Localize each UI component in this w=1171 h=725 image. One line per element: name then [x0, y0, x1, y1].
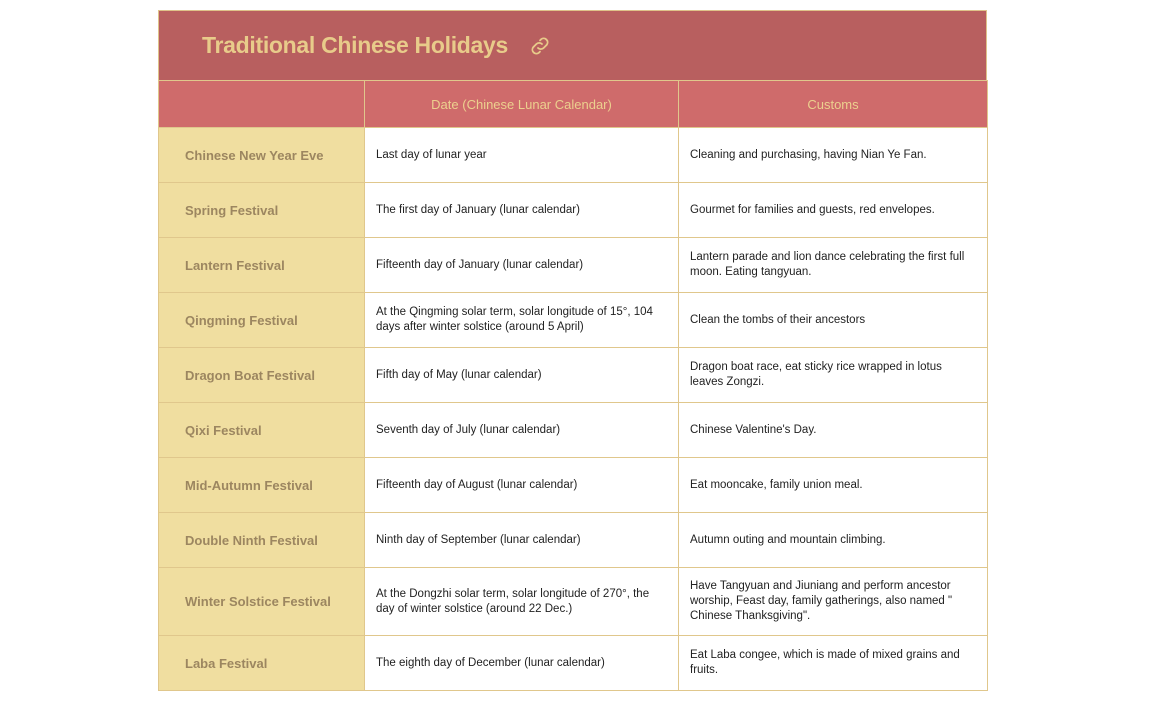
holiday-customs: Chinese Valentine's Day. — [679, 403, 988, 458]
table-row — [159, 403, 988, 458]
table-row — [159, 128, 988, 183]
header-row — [159, 81, 988, 128]
header-customs: Customs — [679, 81, 988, 128]
holiday-name: Mid-Autumn Festival — [159, 458, 365, 513]
holiday-customs: Have Tangyuan and Jiuniang and perform ancestor worship, Feast day, family gatherings, also named " Chinese Thanksgiving". — [679, 568, 988, 636]
holiday-customs: Dragon boat race, eat sticky rice wrapped in lotus leaves Zongzi. — [679, 348, 988, 403]
holiday-date: The eighth day of December (lunar calendar) — [365, 636, 679, 691]
table-title-bar — [158, 10, 987, 80]
table-title: Traditional Chinese Holidays — [202, 32, 509, 58]
holiday-customs: Lantern parade and lion dance celebrating the first full moon. Eating tangyuan. — [679, 238, 988, 293]
header-date: Date (Chinese Lunar Calendar) — [365, 81, 679, 128]
holiday-customs: Eat mooncake, family union meal. — [679, 458, 988, 513]
holiday-name: Qixi Festival — [159, 403, 365, 458]
holiday-name: Chinese New Year Eve — [159, 128, 365, 183]
table-row — [159, 636, 988, 691]
holiday-date: Fifth day of May (lunar calendar) — [365, 348, 679, 403]
holiday-name: Lantern Festival — [159, 238, 365, 293]
holiday-name: Laba Festival — [159, 636, 365, 691]
table-row — [159, 238, 988, 293]
holiday-name: Winter Solstice Festival — [159, 568, 365, 636]
holiday-customs: Cleaning and purchasing, having Nian Ye Fan. — [679, 128, 988, 183]
table-row — [159, 458, 988, 513]
holidays-table-container — [158, 10, 987, 691]
header-holiday — [159, 81, 365, 128]
holidays-table — [158, 80, 988, 691]
table-row — [159, 568, 988, 636]
holiday-date: Fifteenth day of January (lunar calendar) — [365, 238, 679, 293]
holiday-name: Double Ninth Festival — [159, 513, 365, 568]
holiday-customs: Gourmet for families and guests, red envelopes. — [679, 183, 988, 238]
holiday-date: At the Dongzhi solar term, solar longitude of 270°, the day of winter solstice (around 22 Dec.) — [365, 568, 679, 636]
holiday-name: Qingming Festival — [159, 293, 365, 348]
holiday-name: Dragon Boat Festival — [159, 348, 365, 403]
holiday-date: Seventh day of July (lunar calendar) — [365, 403, 679, 458]
table-row — [159, 513, 988, 568]
table-row — [159, 293, 988, 348]
holiday-date: Fifteenth day of August (lunar calendar) — [365, 458, 679, 513]
holiday-customs: Autumn outing and mountain climbing. — [679, 513, 988, 568]
holiday-date: Last day of lunar year — [365, 128, 679, 183]
holiday-date: The first day of January (lunar calendar) — [365, 183, 679, 238]
holiday-name: Spring Festival — [159, 183, 365, 238]
table-row — [159, 348, 988, 403]
link-icon[interactable] — [528, 34, 552, 58]
holiday-date: Ninth day of September (lunar calendar) — [365, 513, 679, 568]
holiday-customs: Clean the tombs of their ancestors — [679, 293, 988, 348]
holiday-date: At the Qingming solar term, solar longitude of 15°, 104 days after winter solstice (around 5 April) — [365, 293, 679, 348]
holiday-customs: Eat Laba congee, which is made of mixed grains and fruits. — [679, 636, 988, 691]
table-row — [159, 183, 988, 238]
